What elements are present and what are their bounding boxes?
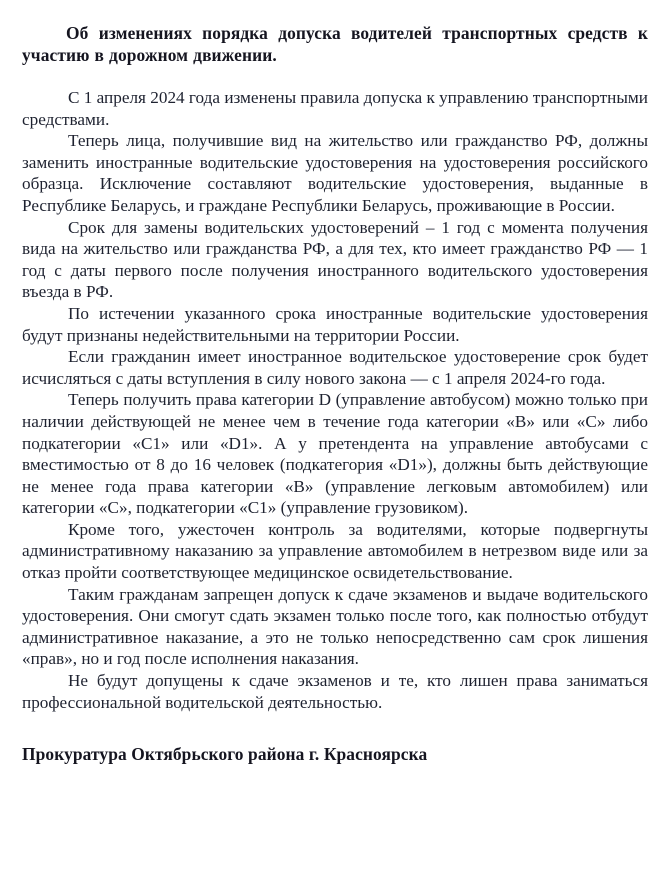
paragraph: Если гражданин имеет иностранное водительское удостоверение срок будет исчисляться с даты вступления в силу нового закона — с 1 апреля 2024-го года. xyxy=(22,347,648,388)
paragraph: Не будут допущены к сдаче экзаменов и те, кто лишен права заниматься профессиональной водительской деятельностью. xyxy=(22,671,648,712)
paragraph: Кроме того, ужесточен контроль за водителями, которые подвергнуты административному наказанию за управление автомобилем в нетрезвом виде или за отказ пройти соответствующее медицинское освидетельствование. xyxy=(22,519,648,583)
paragraph: По истечении указанного срока иностранные водительские удостоверения будут признаны недействительными на территории России. xyxy=(22,303,648,345)
paragraph: С 1 апреля 2024 года изменены правила допуска к управлению транспортными средствами. xyxy=(22,88,648,129)
paragraph: Таким гражданам запрещен допуск к сдаче экзаменов и выдаче водительского удостоверения. Они смогут сдать экзамен только после того, как полностью отбудут административное наказание, а это не только непосредственно сам срок лишения «прав», но и год после исполнения наказания. xyxy=(22,584,648,669)
document-body xyxy=(22,87,648,713)
page-title: Об изменениях порядка допуска водителей транспортных средств к участию в дорожном движении. xyxy=(22,23,648,65)
document-footer-signature: Прокуратура Октябрьского района г. Красноярска xyxy=(22,744,428,765)
paragraph: Срок для замены водительских удостоверений – 1 год с момента получения вида на жительство или гражданства РФ, а для тех, кто имеет гражданство РФ — 1 год с даты первого после получения иностранного водительского удостоверения въезда в РФ. xyxy=(22,217,648,302)
paragraph: Теперь лица, получившие вид на жительство или гражданство РФ, должны заменить иностранные водительские удостоверения на удостоверения российского образца. Исключение составляют водительские удостоверения, выданные в Республике Беларусь, и граждане Республики Беларусь, проживающие в России. xyxy=(22,131,648,215)
paragraph: Теперь получить права категории D (управление автобусом) можно только при наличии действующей не менее чем в течение года категории «B» или «C» либо подкатегории «C1» или «D1». А у претендента на управление автобусами с вместимостью от 8 до 16 человек (подкатегория «D1»), должны быть действующие не менее года права категории «B» (управление легковым автомобилем) или категории «C», подкатегории «C1» (управление грузовиком). xyxy=(22,390,648,518)
